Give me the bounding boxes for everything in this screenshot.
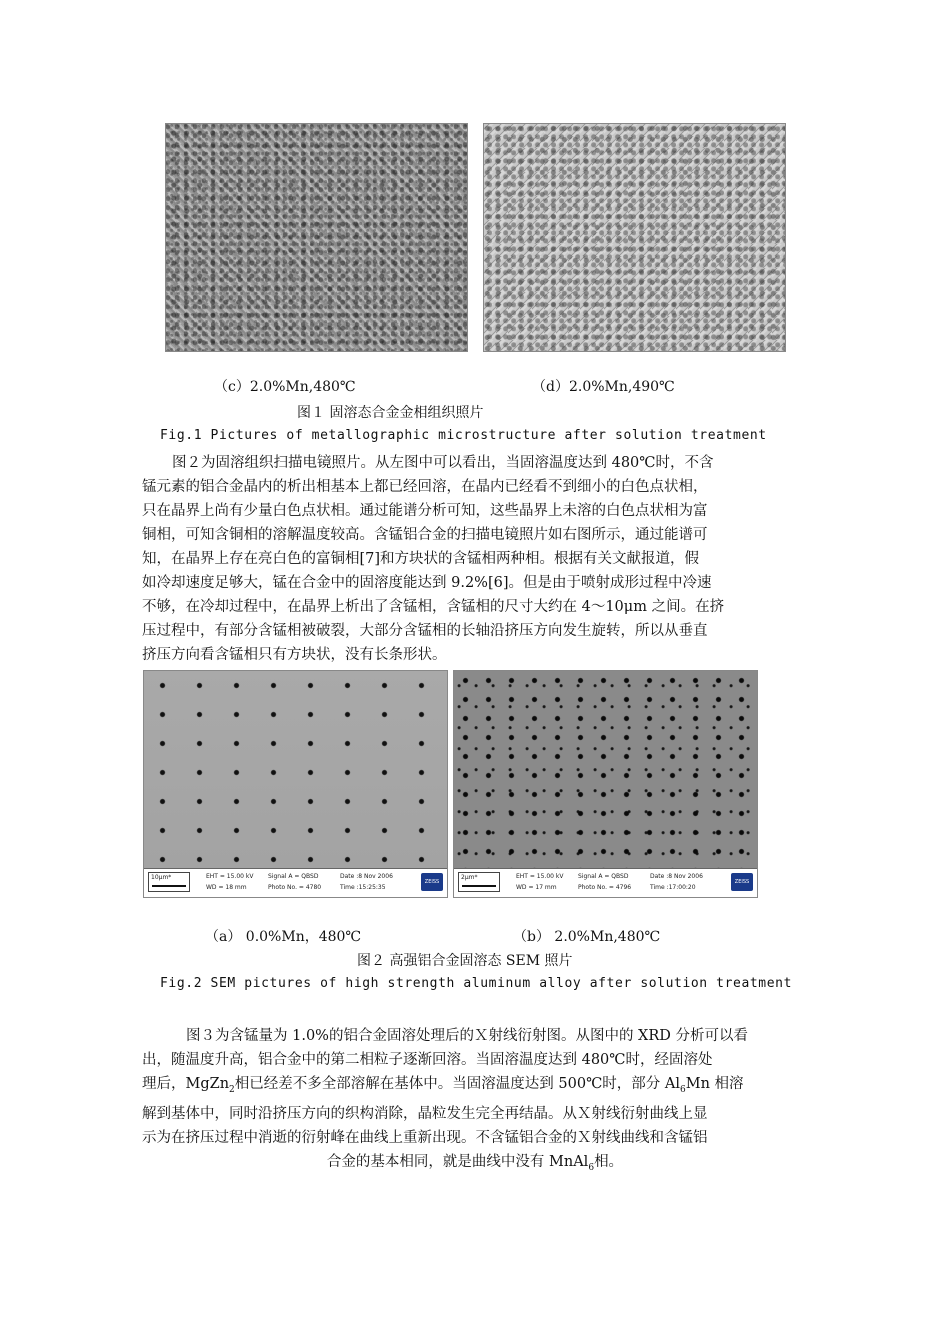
eht-label: EHT = 15.00 kV — [516, 873, 564, 880]
fig2-title-en: Fig.2 SEM pictures of high strength aluminum alloy after solution treatment — [160, 976, 792, 991]
text-line: 出，随温度升高，铝合金中的第二相粒子逐渐回溶。当固溶温度达到 480℃时，经固溶处 — [142, 1052, 713, 1068]
sem-databar — [144, 868, 447, 897]
time-label: Time :15:25:35 — [340, 884, 386, 891]
fig1-caption-d: （d）2.0%Mn,490℃ — [532, 379, 675, 395]
wd-label: WD = 18 mm — [206, 884, 247, 891]
text-line: 图３为含锰量为 1.0%的铝合金固溶处理后的Ｘ射线衍射图。从图中的 XRD 分析可以看 — [186, 1028, 749, 1044]
photo-label: Photo No. = 4796 — [578, 884, 632, 891]
paragraph-xrd-description — [142, 1024, 808, 1180]
text-line: 只在晶界上尚有少量白色点状相。通过能谱分析可知，这些晶界上未溶的白色点状相为富 — [142, 503, 708, 519]
text-line: 示为在挤压过程中消逝的衍射峰在曲线上重新出现。不含锰铝合金的Ｘ射线曲线和含锰铝 — [142, 1129, 708, 1146]
fig2-caption-b: （b） 2.0%Mn,480℃ — [513, 929, 661, 945]
micrograph-d — [483, 123, 786, 352]
sem-image-a — [143, 670, 448, 898]
photo-label: Photo No. = 4780 — [268, 884, 322, 891]
signal-label: Signal A = QBSD — [578, 873, 629, 880]
text-line: 不够，在冷却过程中，在晶界上析出了含锰相，含锰相的尺寸大约在 4～10μm 之间。在挤 — [142, 599, 725, 615]
text-line: 合金的基本相同，就是曲线中没有 MnAl$_6$相。 — [326, 1153, 624, 1173]
wd-label: WD = 17 mm — [516, 884, 557, 891]
fig2-title-cn: 图２ 高强铝合金固溶态 SEM 照片 — [357, 953, 573, 969]
text-line: 压过程中，有部分含锰相被破裂，大部分含锰相的长轴沿挤压方向发生旋转，所以从垂直 — [142, 623, 708, 639]
fig1-title-en: Fig.1 Pictures of metallographic microstructure after solution treatment — [160, 428, 767, 443]
sem-image-b — [453, 670, 758, 898]
fig1-caption-c: （c）2.0%Mn,480℃ — [214, 379, 356, 395]
text-line: 挤压方向看含锰相只有方块状，没有长条形状。 — [142, 647, 447, 663]
text-line: 解到基体中，同时沿挤压方向的织构消除，晶粒发生完全再结晶。从Ｘ射线衍射曲线上显 — [142, 1105, 708, 1122]
time-label: Time :17:00:20 — [650, 884, 696, 891]
text-line: 知，在晶界上存在亮白色的富铜相[7]和方块状的含锰相两种相。根据有关文献报道，假 — [142, 551, 700, 567]
text-line: 图２为固溶组织扫描电镜照片。从左图中可以看出，当固溶温度达到 480℃时，不含 — [172, 455, 714, 471]
fig1-title-cn: 图１ 固溶态合金金相组织照片 — [297, 405, 484, 421]
fig2-caption-a: （a） 0.0%Mn，480℃ — [205, 929, 362, 945]
text-line: 锰元素的铝合金晶内的析出相基本上都已经回溶，在晶内已经看不到细小的白色点状相， — [142, 479, 708, 495]
date-label: Date :8 Nov 2006 — [340, 873, 393, 880]
zeiss-logo: ZEISS — [421, 873, 443, 891]
scale-bar: 2μm* — [458, 872, 500, 892]
signal-label: Signal A = QBSD — [268, 873, 319, 880]
micrograph-c — [165, 123, 468, 352]
text-line: 理后，MgZn$_2$相已经差不多全部溶解在基体中。当固溶温度达到 500℃时，部分 $Al_6Mn$ 相溶 — [142, 1076, 744, 1095]
paragraph-sem-description — [142, 451, 808, 667]
date-label: Date :8 Nov 2006 — [650, 873, 703, 880]
sem-databar — [454, 868, 757, 897]
eht-label: EHT = 15.00 kV — [206, 873, 254, 880]
text-line: 铜相，可知含铜相的溶解温度较高。含锰铝合金的扫描电镜照片如右图所示，通过能谱可 — [142, 527, 708, 543]
zeiss-logo: ZEISS — [731, 873, 753, 891]
text-line: 如冷却速度足够大，锰在合金中的固溶度能达到 9.2%[6]。但是由于喷射成形过程中冷速 — [142, 575, 712, 591]
scale-bar: 10μm* — [148, 872, 190, 892]
